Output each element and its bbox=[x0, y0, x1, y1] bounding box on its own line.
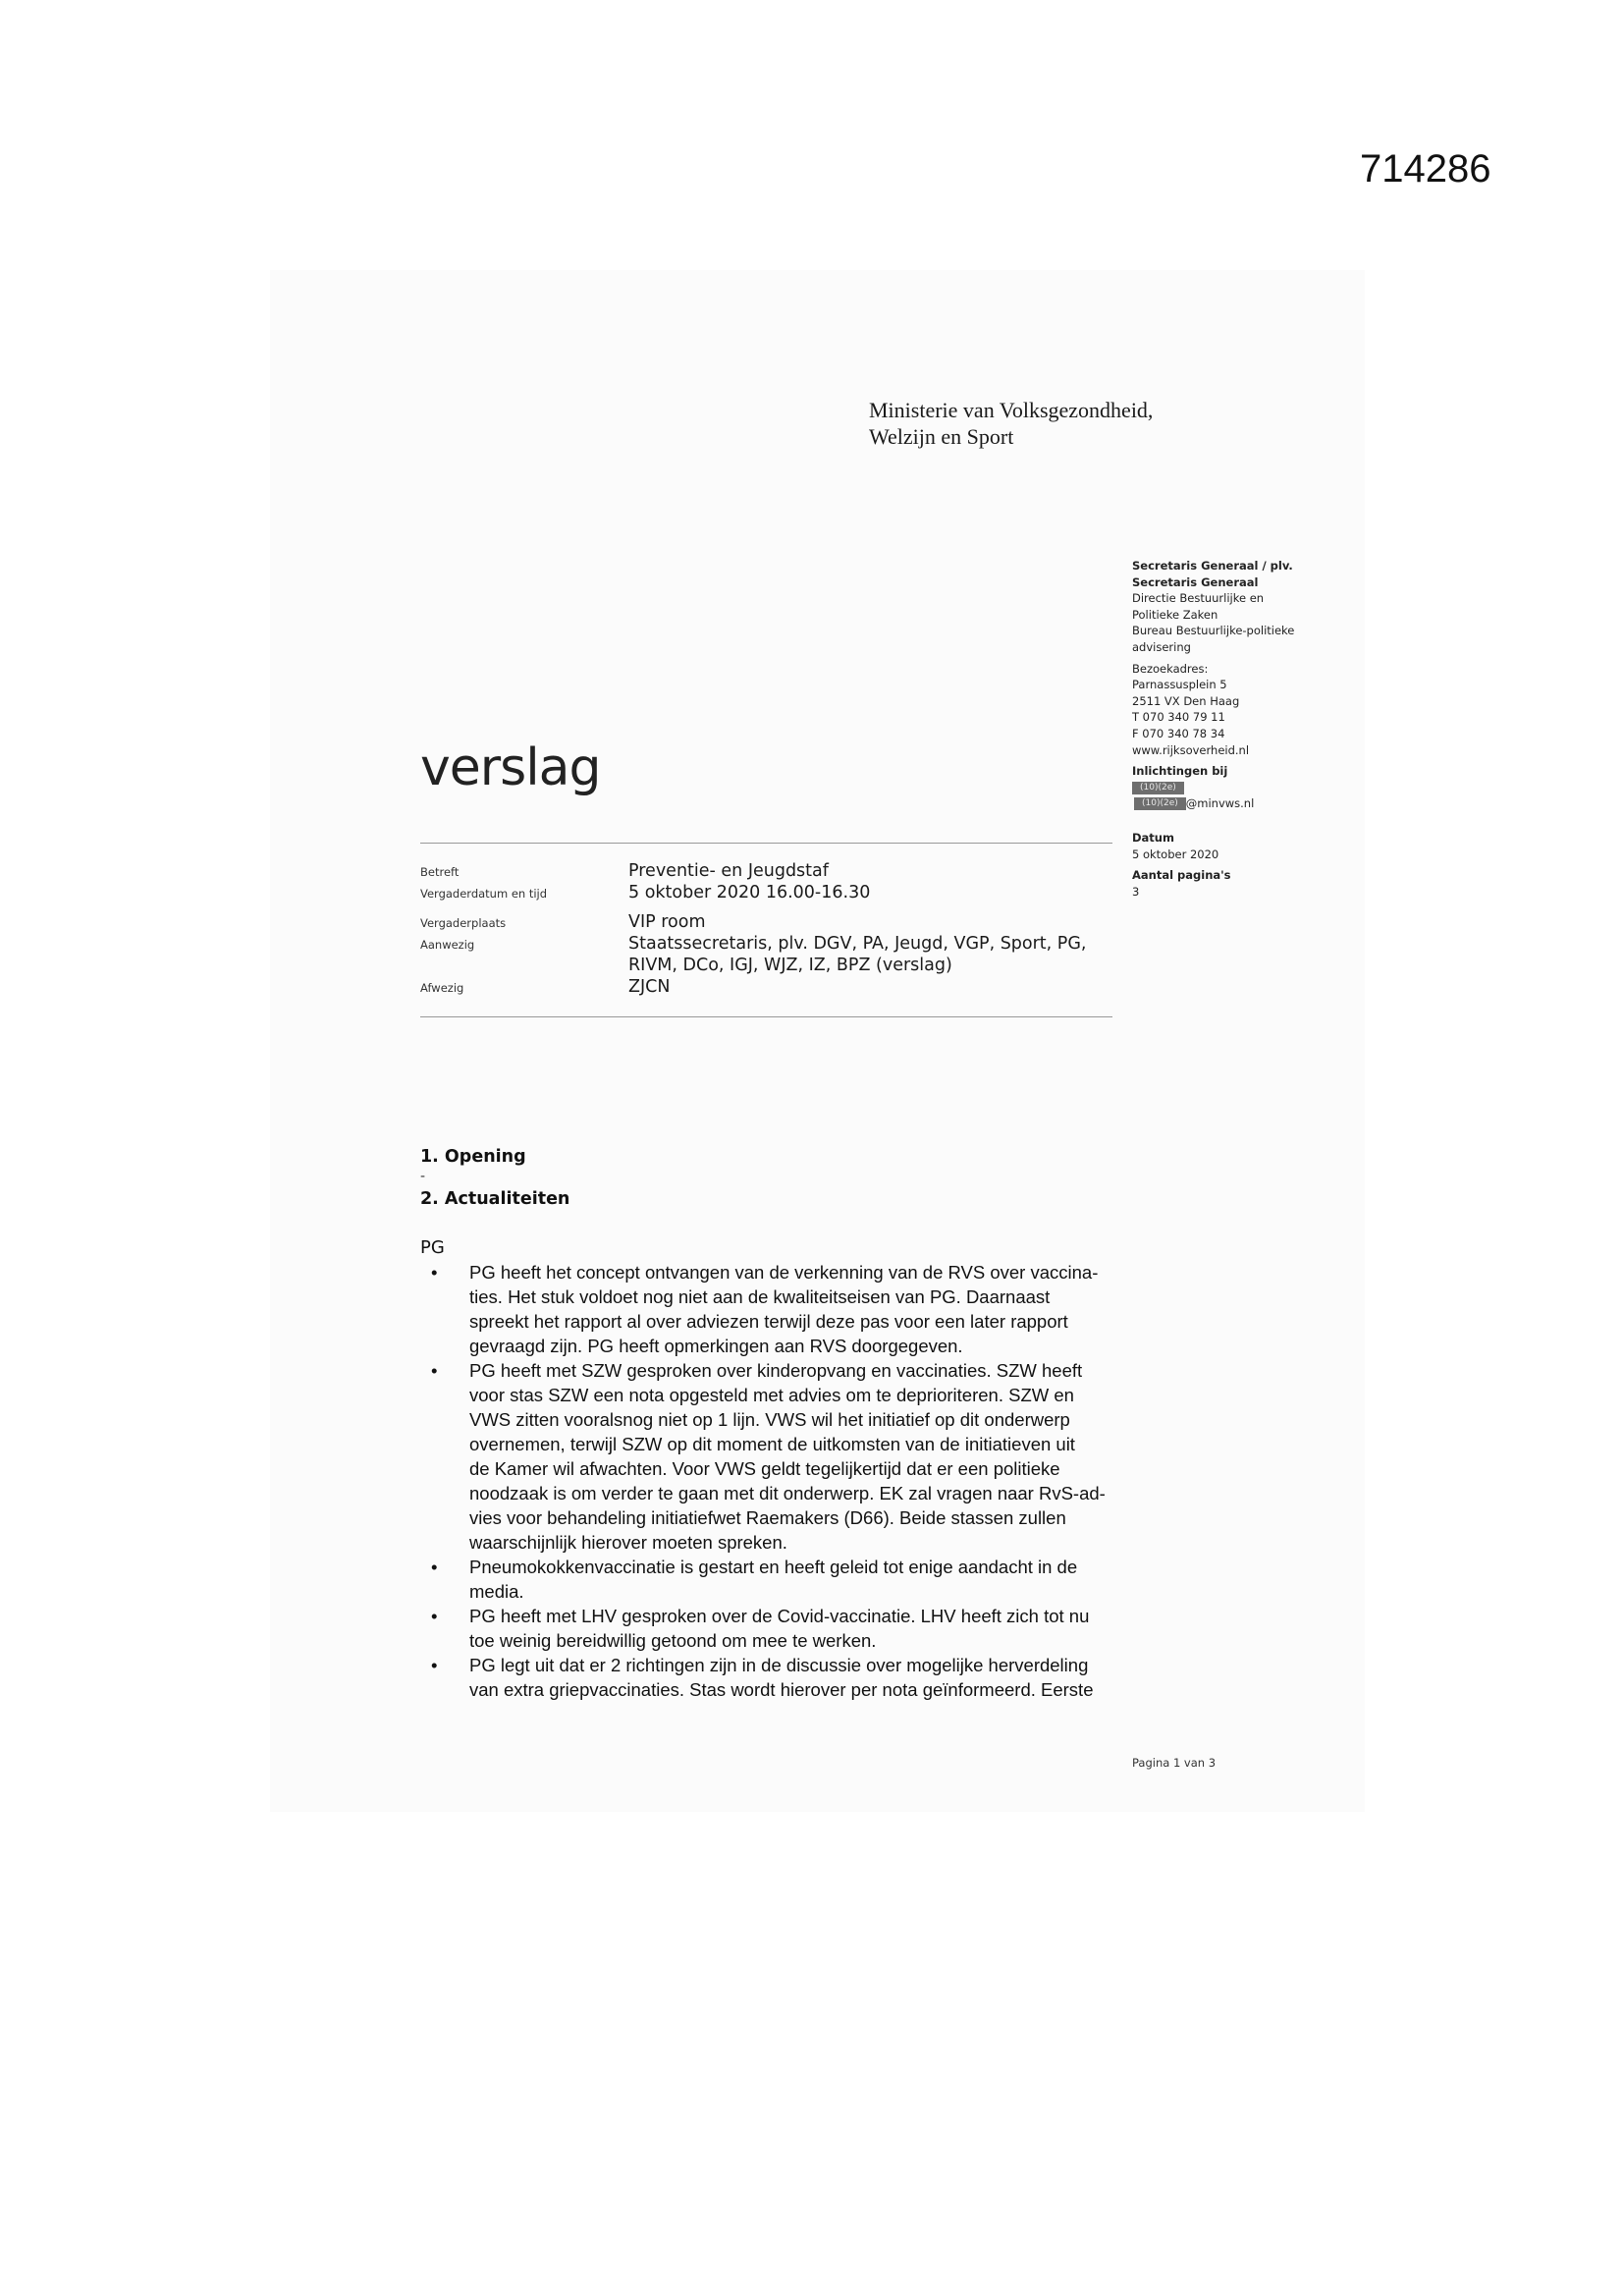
meta-label: Aanwezig bbox=[420, 938, 475, 952]
list-item bbox=[420, 1604, 1122, 1653]
fax-line: F 070 340 78 34 bbox=[1132, 726, 1225, 740]
page-footer: Pagina 1 van 3 bbox=[1132, 1756, 1217, 1770]
meeting-details bbox=[420, 860, 1112, 998]
list-item bbox=[420, 1358, 1122, 1555]
list-item bbox=[420, 1653, 1122, 1702]
bullet-marker: • bbox=[431, 1360, 438, 1381]
section-heading: 2. Actualiteiten bbox=[420, 1189, 570, 1209]
divider-top bbox=[420, 843, 1112, 844]
list-item bbox=[420, 1555, 1122, 1604]
info-label: Inlichtingen bij bbox=[1132, 764, 1228, 779]
email-suffix: @minvws.nl bbox=[1185, 796, 1255, 811]
address-line: Parnassusplein 5 bbox=[1132, 678, 1227, 692]
department-line: Politieke Zaken bbox=[1132, 607, 1218, 622]
ministry-logo-text bbox=[869, 397, 1153, 450]
meta-row bbox=[420, 976, 1112, 998]
meta-label: Afwezig bbox=[420, 981, 464, 995]
ministry-line-2: Welzijn en Sport bbox=[869, 424, 1014, 449]
pages-label: Aantal pagina's bbox=[1132, 868, 1231, 883]
meta-value: VIP room bbox=[628, 912, 706, 932]
bullet-marker: • bbox=[431, 1655, 438, 1675]
list-item-text: PG legt uit dat er 2 richtingen zijn in de discussie over mogelijke herverdeling van extra griepvaccinaties. Stas wordt hierover per nota geïnformeerd. Eerste bbox=[469, 1655, 1094, 1700]
empty-item-dash: - bbox=[420, 1169, 426, 1184]
document-number: 714286 bbox=[1360, 147, 1491, 191]
meta-value: 5 oktober 2020 16.00-16.30 bbox=[628, 883, 871, 902]
redaction-box: (10)(2e) bbox=[1134, 797, 1186, 810]
meta-row bbox=[420, 860, 1112, 882]
datum-label: Datum bbox=[1132, 830, 1174, 845]
datum-value: 5 oktober 2020 bbox=[1132, 847, 1219, 861]
department-name-2: Secretaris Generaal bbox=[1132, 574, 1259, 589]
meta-row bbox=[420, 882, 1112, 911]
divider-bottom bbox=[420, 1016, 1112, 1017]
address-label: Bezoekadres: bbox=[1132, 661, 1209, 676]
subheading-pg: PG bbox=[420, 1237, 445, 1258]
department-line: advisering bbox=[1132, 639, 1191, 654]
department-line: Directie Bestuurlijke en bbox=[1132, 591, 1265, 606]
list-item bbox=[420, 1260, 1122, 1358]
meta-row bbox=[420, 911, 1112, 933]
website-link[interactable]: www.rijksoverheid.nl bbox=[1132, 742, 1250, 757]
bullet-marker: • bbox=[431, 1557, 438, 1577]
bullet-list bbox=[420, 1260, 1122, 1702]
department-name: Secretaris Generaal / plv. bbox=[1132, 559, 1293, 573]
redaction-box: (10)(2e) bbox=[1132, 782, 1184, 794]
meta-value: Staatssecretaris, plv. DGV, PA, Jeugd, VGP, Sport, PG, RIVM, DCo, IGJ, WJZ, IZ, BPZ (verslag) bbox=[628, 934, 1087, 975]
department-line: Bureau Bestuurlijke-politieke bbox=[1132, 624, 1295, 638]
meta-label: Betreft bbox=[420, 865, 460, 879]
meta-label: Vergaderplaats bbox=[420, 916, 507, 930]
bullet-marker: • bbox=[431, 1262, 438, 1283]
list-item-text: PG heeft met LHV gesproken over de Covid-vaccinatie. LHV heeft zich tot nu toe weinig bereidwillig getoond om mee te werken. bbox=[469, 1606, 1090, 1651]
list-item-text: PG heeft het concept ontvangen van de verkenning van de RVS over vaccina- ties. Het stuk voldoet nog niet aan de kwaliteitseisen van PG. Daarnaast spreekt het rapport al over adviezen terwijl deze pas voor een later rapport gevraagd zijn. PG heeft opmerkingen aan RVS doorgegeven. bbox=[469, 1262, 1099, 1356]
pages-value: 3 bbox=[1132, 884, 1140, 899]
section-heading: 1. Opening bbox=[420, 1147, 526, 1167]
meta-row bbox=[420, 933, 1112, 976]
sidebar-colofon bbox=[1132, 558, 1348, 900]
document-title: verslag bbox=[420, 738, 601, 797]
ministry-line-1: Ministerie van Volksgezondheid, bbox=[869, 398, 1154, 422]
bullet-marker: • bbox=[431, 1606, 438, 1626]
list-item-text: Pneumokokkenvaccinatie is gestart en heeft geleid tot enige aandacht in de media. bbox=[469, 1557, 1078, 1602]
phone-line: T 070 340 79 11 bbox=[1132, 710, 1225, 725]
meta-label: Vergaderdatum en tijd bbox=[420, 887, 548, 901]
meta-value: Preventie- en Jeugdstaf bbox=[628, 861, 829, 881]
address-line: 2511 VX Den Haag bbox=[1132, 693, 1240, 708]
list-item-text: PG heeft met SZW gesproken over kinderopvang en vaccinaties. SZW heeft voor stas SZW een nota opgesteld met advies om te deprioriteren. SZW en VWS zitten vooralsnog niet op 1 lijn. VWS wil het initiatief op dit onderwerp overnemen, terwijl SZW op dit moment de uitkomsten van de initiatieven uit de Kamer wil afwachten. Voor VWS geldt tegelijkertijd dat er een politieke noodzaak is om verder te gaan met dit onderwerp. EK zal vragen naar RvS-ad- vies voor behandeling initiatiefwet Raemakers (D66). Beide stassen zullen waarschijnlijk hierover moeten spreken. bbox=[469, 1360, 1106, 1553]
meta-value: ZJCN bbox=[628, 977, 671, 997]
